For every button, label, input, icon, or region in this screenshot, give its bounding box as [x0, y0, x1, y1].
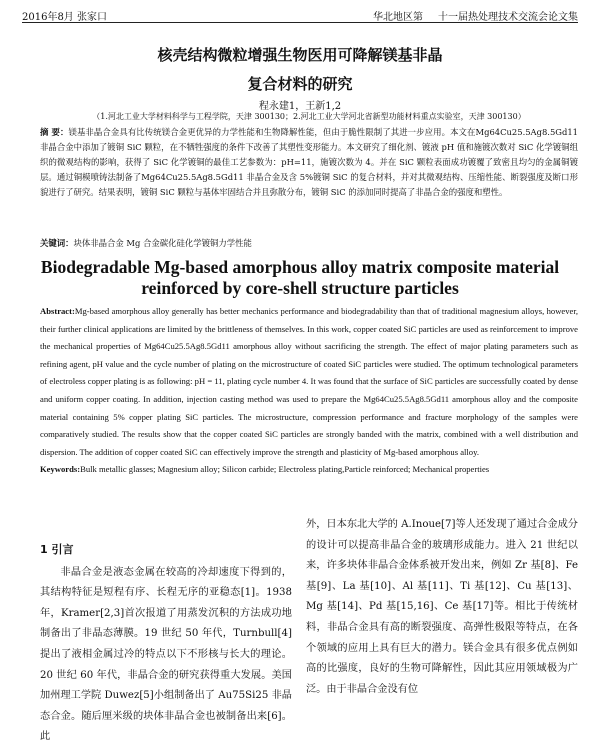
abstract-cn-label: 摘 要： — [40, 127, 69, 137]
affiliation: （1.河北工业大学材料科学与工程学院，天津 300130；2.河北工业大学河北省新型功能材料重点实验室，天津 300130） — [92, 112, 526, 121]
header-proceedings-title: 华北地区第___十一届热处理技术交流会论文集 — [373, 12, 578, 23]
keywords-cn-label: 关键词： — [40, 238, 74, 248]
chinese-title-line2: 复合材料的研究 — [247, 75, 353, 93]
authors: 程永建1，王新1,2 — [258, 101, 342, 112]
keywords-en-label: Keywords: — [40, 464, 81, 475]
keywords-cn-text: 块体非晶合金 Mg 合金碳化硅化学镀铜力学性能 — [73, 238, 252, 248]
keywords-en-text: Bulk metallic glasses; Magnesium alloy; Silicon carbide; Electroless plating,Particle reinforced; Mechanical properties — [80, 464, 490, 475]
running-header — [22, 8, 578, 22]
abstract-en-text: Mg-based amorphous alloy generally has better mechanics performance and biodegradability than that of traditional magnesium alloys, however, their further clinical applications are limited by the brittleness of themselves. In this work, copper coated SiC particles are used as reinforcement to improve the mechanical properties of Mg64Cu25.5Ag8.5Gd11 amorphous alloy without sacrificing the strength. The effect of major plating parameters such as refining agent, pH value and the cycle number of plating on the microstructure of coated SiC particles were studied. The optimum technological parameters of electroless copper plating is as following: pH = 11, plating cycle number 4. It was found that the surface of SiC particles are successfully coated by dense and uniform copper coating. In addition, injection casting method was used to prepare the Mg64Cu25.5Ag8.5Gd11 amorphous alloy and the composite material containing 5% copper plating SiC particles. The microstructure, compression performance and fracture morphology of the samples were comparatively studied. The results show that the copper coated SiC particles are strongly banded with the matrix, combined with a well distribution and dispersion. The addition of copper coated SiC can effectively improve the strength and plasticity of Mg-based amorphous alloy. — [40, 306, 578, 457]
intro-paragraph-left: 非晶合金是液态金属在较高的冷却速度下得到的，其结构特征是短程有序、长程无序的亚稳态[1]。1938 年，Kramer[2,3]首次报道了用蒸发沉积的方法成功地制备出了非晶态薄膜。19 世纪 50 年代，Turnbull[4]提出了液相金属过冷的特点以下不形核与长大的理论。20 世纪 60 年代，非晶合金的研究获得重大发展。美国加州理工学院 Duwez[5]小组制备出了 Au75Si25 非晶态合金。随后厘米级的块体非晶合金也被制备出来[6]。此 — [40, 566, 292, 743]
header-date-location: 2016年8月 张家口 — [22, 12, 107, 23]
abstract-en-label: Abstract: — [40, 306, 75, 316]
english-title-line2: reinforced by core-shell structure particles — [141, 278, 459, 298]
abstract-cn-text: 镁基非晶合金具有比传统镁合金更优异的力学性能和生物降解性能，但由于脆性限制了其进一步应用。本文在Mg64Cu25.5Ag8.5Gd11非晶合金中添加了镀铜 SiC 颗粒，在不牺牲强度的条件下改善了其塑性变形能力。本文研究了细化剂、镀液 pH 值和施镀次数对 SiC 化学镀铜组织的微观结构的影响，获得了 SiC 化学镀铜的最佳工艺参数为：pH=11，施镀次数为 4。并在 SiC 颗粒表面成功镀覆了致密且均匀的金属铜镀层。通过铜模喷铸法制备了Mg64Cu25.5Ag8.5Gd11 非晶合金及含 5%镀铜 SiC 的复合材料，并对其微观结构、压缩性能、断裂强度及断口形貌进行了研究。结果表明，镀铜 SiC 颗粒与基体牢固结合并且弥散分布，镀铜 SiC 的添加同时提高了非晶合金的强度和塑性。 — [40, 127, 578, 197]
section-heading-introduction: 1 引言 — [40, 543, 74, 556]
body-column-right — [306, 515, 578, 700]
header-rule — [22, 22, 578, 23]
english-abstract — [40, 303, 578, 479]
intro-paragraph-right: 外，日本东北大学的 A.Inoue[7]等人还发现了通过合金成分的设计可以提高非晶合金的玻璃形成能力。进入 21 世纪以来，许多块体非晶合金体系被开发出来，例如 Zr 基[8]、Fe 基[9]、La 基[10]、Al 基[11]、Ti 基[12]、Cu 基[13]、Mg 基[14]、Pd 基[15,16]、Ce 基[17]等。相比于传统材料，非晶合金具有高的断裂强度、高弹性极限等特点，在各个领域的应用上具有巨大的潜力。镁合金具有很多优点例如高的比强度，良好的生物可降解性，因此其应用领域极为广泛。由于非晶合金没有位 — [306, 519, 578, 695]
chinese-abstract — [40, 125, 578, 200]
chinese-title-line1: 核壳结构微粒增强生物医用可降解镁基非晶 — [157, 46, 443, 64]
chinese-keywords — [40, 236, 578, 251]
english-title-line1: Biodegradable Mg-based amorphous alloy matrix composite material — [40, 257, 560, 277]
body-column-left — [40, 540, 292, 748]
